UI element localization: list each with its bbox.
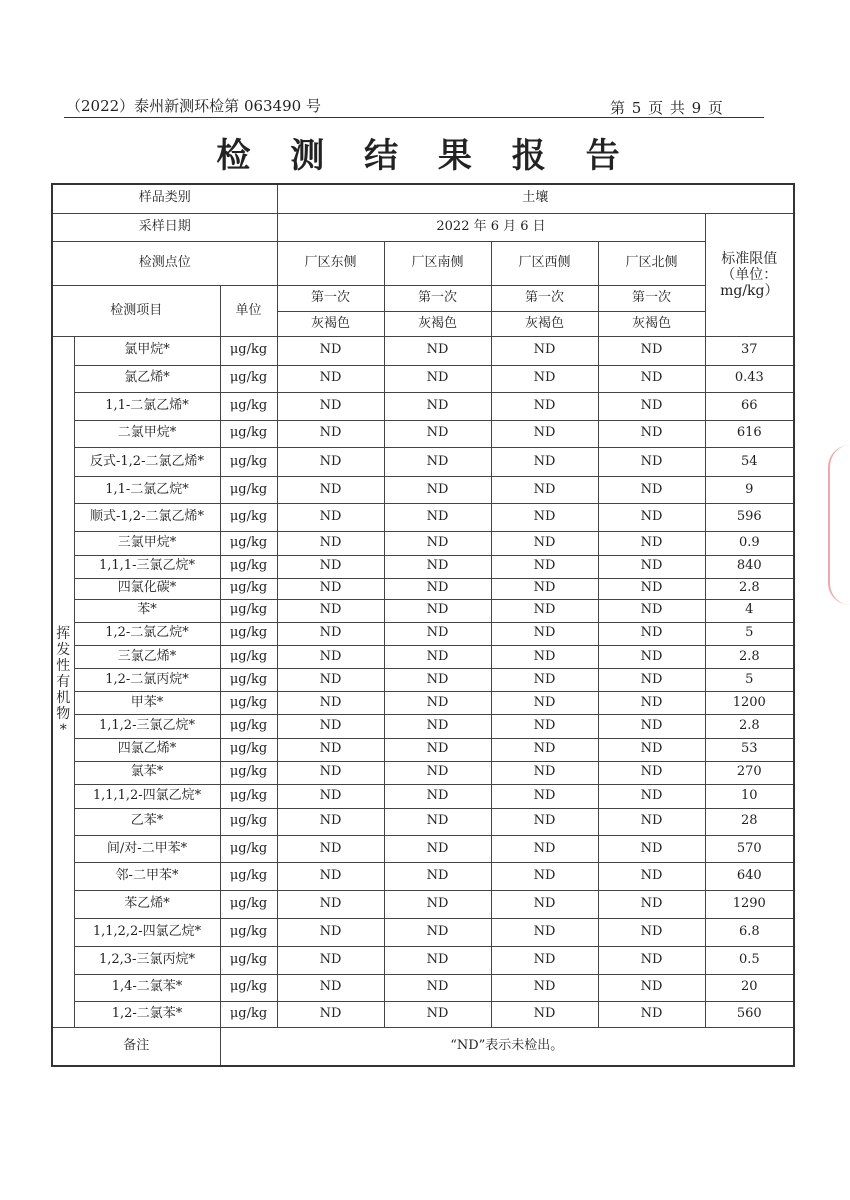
- result-cell: ND: [491, 337, 598, 365]
- item-name: 1,1,1,2-四氯乙烷*: [74, 784, 220, 808]
- table-row: [52, 836, 794, 863]
- remark-value: “ND”表示未检出。: [220, 1028, 794, 1066]
- table-row: [52, 365, 794, 392]
- limit-cell: 570: [705, 836, 794, 863]
- item-name: 顺式-1,2-二氯乙烯*: [74, 504, 220, 532]
- result-cell: ND: [491, 392, 598, 420]
- unit-cell: μg/kg: [220, 646, 277, 669]
- result-cell: ND: [491, 761, 598, 784]
- result-cell: ND: [277, 504, 384, 532]
- standard-limit-line-3: mg/kg）: [720, 283, 779, 300]
- item-name: 三氯甲烷*: [74, 532, 220, 555]
- limit-cell: 2.8: [705, 578, 794, 599]
- result-cell: ND: [384, 447, 491, 476]
- limit-cell: 66: [705, 392, 794, 420]
- remark-row: [52, 1028, 794, 1066]
- sampling-date-label: 采样日期: [52, 213, 277, 241]
- result-cell: ND: [384, 420, 491, 447]
- result-cell: ND: [277, 599, 384, 622]
- result-cell: ND: [384, 646, 491, 669]
- result-cell: ND: [598, 669, 705, 692]
- result-cell: ND: [277, 646, 384, 669]
- report-number: （2022）泰州新测环检第 063490 号: [66, 97, 321, 115]
- table-row: [52, 599, 794, 622]
- table-row: [52, 946, 794, 974]
- item-name: 乙苯*: [74, 808, 220, 835]
- result-cell: ND: [491, 477, 598, 504]
- table-row: [52, 784, 794, 808]
- table-row: [52, 863, 794, 891]
- table-row: [52, 738, 794, 761]
- result-cell: ND: [277, 337, 384, 365]
- result-cell: ND: [384, 555, 491, 578]
- result-cell: ND: [277, 669, 384, 692]
- result-cell: ND: [491, 420, 598, 447]
- item-label: 检测项目: [52, 286, 220, 337]
- unit-cell: μg/kg: [220, 1001, 277, 1027]
- result-cell: ND: [598, 761, 705, 784]
- item-name: 1,4-二氯苯*: [74, 974, 220, 1001]
- item-name: 氯苯*: [74, 761, 220, 784]
- result-cell: ND: [491, 599, 598, 622]
- result-cell: ND: [384, 622, 491, 645]
- result-cell: ND: [598, 555, 705, 578]
- round-1: 第一次: [277, 286, 384, 312]
- result-cell: ND: [491, 669, 598, 692]
- limit-cell: 54: [705, 447, 794, 476]
- category-char: *: [59, 722, 67, 739]
- result-cell: ND: [384, 365, 491, 392]
- unit-cell: μg/kg: [220, 784, 277, 808]
- result-cell: ND: [384, 784, 491, 808]
- unit-cell: μg/kg: [220, 504, 277, 532]
- result-cell: ND: [384, 974, 491, 1001]
- result-cell: ND: [598, 808, 705, 835]
- result-cell: ND: [598, 919, 705, 946]
- limit-cell: 560: [705, 1001, 794, 1027]
- sample-type-label: 样品类别: [52, 184, 277, 213]
- result-cell: ND: [598, 738, 705, 761]
- unit-cell: μg/kg: [220, 365, 277, 392]
- result-cell: ND: [491, 692, 598, 715]
- unit-cell: μg/kg: [220, 974, 277, 1001]
- result-cell: ND: [598, 365, 705, 392]
- result-cell: ND: [384, 863, 491, 891]
- item-name: 四氯化碳*: [74, 578, 220, 599]
- item-name: 1,2-二氯苯*: [74, 1001, 220, 1027]
- table-row: [52, 808, 794, 835]
- result-cell: ND: [491, 646, 598, 669]
- result-cell: ND: [598, 891, 705, 919]
- item-name: 苯乙烯*: [74, 891, 220, 919]
- item-name: 邻-二甲苯*: [74, 863, 220, 891]
- header-rule: [64, 117, 764, 118]
- unit-cell: μg/kg: [220, 692, 277, 715]
- limit-cell: 640: [705, 863, 794, 891]
- item-name: 三氯乙烯*: [74, 646, 220, 669]
- result-cell: ND: [598, 974, 705, 1001]
- unit-cell: μg/kg: [220, 738, 277, 761]
- unit-cell: μg/kg: [220, 891, 277, 919]
- table-row: [52, 477, 794, 504]
- result-cell: ND: [598, 863, 705, 891]
- category-char: 机: [56, 690, 71, 707]
- result-cell: ND: [598, 447, 705, 476]
- result-cell: ND: [491, 808, 598, 835]
- site-row: [52, 241, 794, 285]
- item-name: 间/对-二甲苯*: [74, 836, 220, 863]
- report-title: 检 测 结 果 报 告: [216, 136, 634, 176]
- color-1: 灰褐色: [277, 312, 384, 337]
- category-char: 物: [56, 706, 71, 723]
- result-cell: ND: [384, 761, 491, 784]
- result-cell: ND: [277, 974, 384, 1001]
- limit-cell: 20: [705, 974, 794, 1001]
- unit-cell: μg/kg: [220, 919, 277, 946]
- result-cell: ND: [491, 974, 598, 1001]
- unit-cell: μg/kg: [220, 669, 277, 692]
- table-row: [52, 447, 794, 476]
- item-name: 甲苯*: [74, 692, 220, 715]
- result-cell: ND: [277, 738, 384, 761]
- result-cell: ND: [598, 420, 705, 447]
- result-cell: ND: [277, 946, 384, 974]
- result-cell: ND: [598, 784, 705, 808]
- result-cell: ND: [277, 447, 384, 476]
- result-cell: ND: [491, 891, 598, 919]
- item-name: 1,1-二氯乙烯*: [74, 392, 220, 420]
- limit-cell: 0.5: [705, 946, 794, 974]
- sample-type-value: 土壤: [277, 184, 794, 213]
- unit-cell: μg/kg: [220, 599, 277, 622]
- result-cell: ND: [598, 504, 705, 532]
- category-char: 发: [56, 641, 71, 658]
- result-cell: ND: [384, 477, 491, 504]
- result-cell: ND: [384, 946, 491, 974]
- result-cell: ND: [277, 784, 384, 808]
- result-cell: ND: [277, 622, 384, 645]
- result-cell: ND: [277, 1001, 384, 1027]
- result-cell: ND: [277, 392, 384, 420]
- result-cell: ND: [598, 692, 705, 715]
- result-cell: ND: [384, 392, 491, 420]
- result-cell: ND: [598, 715, 705, 738]
- result-cell: ND: [277, 477, 384, 504]
- result-cell: ND: [598, 646, 705, 669]
- result-cell: ND: [384, 669, 491, 692]
- table-row: [52, 646, 794, 669]
- page-indicator: 第 5 页 共 9 页: [610, 99, 724, 117]
- round-3: 第一次: [491, 286, 598, 312]
- result-cell: ND: [491, 622, 598, 645]
- item-name: 苯*: [74, 599, 220, 622]
- result-cell: ND: [491, 1001, 598, 1027]
- unit-cell: μg/kg: [220, 337, 277, 365]
- round-row: [52, 286, 794, 312]
- table-row: [52, 715, 794, 738]
- unit-cell: μg/kg: [220, 761, 277, 784]
- limit-cell: 0.43: [705, 365, 794, 392]
- result-cell: ND: [598, 599, 705, 622]
- result-cell: ND: [384, 919, 491, 946]
- result-cell: ND: [384, 532, 491, 555]
- standard-limit-line-2: （单位：: [721, 266, 778, 283]
- limit-cell: 6.8: [705, 919, 794, 946]
- limit-cell: 9: [705, 477, 794, 504]
- result-cell: ND: [491, 738, 598, 761]
- limit-cell: 616: [705, 420, 794, 447]
- result-cell: ND: [384, 1001, 491, 1027]
- remark-label: 备注: [52, 1028, 220, 1066]
- table-row: [52, 392, 794, 420]
- round-4: 第一次: [598, 286, 705, 312]
- result-cell: ND: [491, 578, 598, 599]
- result-cell: ND: [491, 555, 598, 578]
- unit-cell: μg/kg: [220, 578, 277, 599]
- result-cell: ND: [491, 532, 598, 555]
- result-cell: ND: [384, 715, 491, 738]
- result-cell: ND: [277, 836, 384, 863]
- result-cell: ND: [598, 532, 705, 555]
- unit-cell: μg/kg: [220, 420, 277, 447]
- result-cell: ND: [384, 808, 491, 835]
- result-cell: ND: [277, 365, 384, 392]
- table-row: [52, 669, 794, 692]
- category-char: 性: [56, 658, 71, 675]
- results-table: [51, 183, 795, 1067]
- result-cell: ND: [598, 578, 705, 599]
- limit-cell: 37: [705, 337, 794, 365]
- result-cell: ND: [491, 504, 598, 532]
- site-east: 厂区东侧: [277, 241, 384, 285]
- item-name: 1,1,2,2-四氯乙烷*: [74, 919, 220, 946]
- result-cell: ND: [277, 715, 384, 738]
- limit-cell: 0.9: [705, 532, 794, 555]
- result-cell: ND: [277, 863, 384, 891]
- unit-cell: μg/kg: [220, 477, 277, 504]
- unit-cell: μg/kg: [220, 808, 277, 835]
- item-name: 氯甲烷*: [74, 337, 220, 365]
- table-row: [52, 578, 794, 599]
- unit-cell: μg/kg: [220, 622, 277, 645]
- table-row: [52, 761, 794, 784]
- limit-cell: 840: [705, 555, 794, 578]
- site-north: 厂区北侧: [598, 241, 705, 285]
- standard-limit-line-1: 标准限值: [721, 250, 778, 267]
- result-cell: ND: [277, 919, 384, 946]
- results-body: [52, 184, 794, 1066]
- result-cell: ND: [384, 504, 491, 532]
- unit-cell: μg/kg: [220, 532, 277, 555]
- result-cell: ND: [598, 946, 705, 974]
- unit-cell: μg/kg: [220, 392, 277, 420]
- unit-cell: μg/kg: [220, 715, 277, 738]
- result-cell: ND: [598, 1001, 705, 1027]
- item-name: 1,2-二氯丙烷*: [74, 669, 220, 692]
- limit-cell: 5: [705, 669, 794, 692]
- result-cell: ND: [491, 365, 598, 392]
- result-cell: ND: [277, 692, 384, 715]
- result-cell: ND: [491, 863, 598, 891]
- result-cell: ND: [277, 532, 384, 555]
- limit-cell: 1290: [705, 891, 794, 919]
- limit-cell: 270: [705, 761, 794, 784]
- site-south: 厂区南侧: [384, 241, 491, 285]
- table-row: [52, 532, 794, 555]
- result-cell: ND: [384, 891, 491, 919]
- limit-cell: 2.8: [705, 646, 794, 669]
- table-row: [52, 504, 794, 532]
- result-cell: ND: [491, 836, 598, 863]
- site-west: 厂区西侧: [491, 241, 598, 285]
- result-cell: ND: [277, 578, 384, 599]
- result-cell: ND: [491, 784, 598, 808]
- unit-label: 单位: [220, 286, 277, 337]
- limit-cell: 2.8: [705, 715, 794, 738]
- sampling-date-value: 2022 年 6 月 6 日: [277, 213, 705, 241]
- table-row: [52, 1001, 794, 1027]
- result-cell: ND: [384, 337, 491, 365]
- seal-mark: [828, 445, 850, 605]
- result-cell: ND: [491, 946, 598, 974]
- table-row: [52, 337, 794, 365]
- color-2: 灰褐色: [384, 312, 491, 337]
- limit-cell: 53: [705, 738, 794, 761]
- sampling-date-row: [52, 213, 794, 241]
- item-name: 1,1,2-三氯乙烷*: [74, 715, 220, 738]
- item-name: 氯乙烯*: [74, 365, 220, 392]
- result-cell: ND: [384, 738, 491, 761]
- unit-cell: μg/kg: [220, 447, 277, 476]
- unit-cell: μg/kg: [220, 946, 277, 974]
- table-row: [52, 622, 794, 645]
- result-cell: ND: [277, 555, 384, 578]
- limit-cell: 10: [705, 784, 794, 808]
- result-cell: ND: [598, 392, 705, 420]
- result-cell: ND: [277, 808, 384, 835]
- item-name: 1,2-二氯乙烷*: [74, 622, 220, 645]
- site-label: 检测点位: [52, 241, 277, 285]
- unit-cell: μg/kg: [220, 863, 277, 891]
- color-3: 灰褐色: [491, 312, 598, 337]
- standard-limit-header: [705, 213, 794, 337]
- table-row: [52, 555, 794, 578]
- category-char: 挥: [56, 625, 71, 642]
- result-cell: ND: [277, 891, 384, 919]
- limit-cell: 1200: [705, 692, 794, 715]
- result-cell: ND: [491, 715, 598, 738]
- result-cell: ND: [384, 836, 491, 863]
- item-name: 二氯甲烷*: [74, 420, 220, 447]
- sample-type-row: [52, 184, 794, 213]
- item-name: 1,1-二氯乙烷*: [74, 477, 220, 504]
- limit-cell: 5: [705, 622, 794, 645]
- result-cell: ND: [491, 919, 598, 946]
- round-2: 第一次: [384, 286, 491, 312]
- item-name: 1,2,3-三氯丙烷*: [74, 946, 220, 974]
- result-cell: ND: [598, 477, 705, 504]
- result-cell: ND: [384, 692, 491, 715]
- result-cell: ND: [384, 578, 491, 599]
- item-name: 反式-1,2-二氯乙烯*: [74, 447, 220, 476]
- result-cell: ND: [277, 420, 384, 447]
- result-cell: ND: [598, 836, 705, 863]
- item-name: 1,1,1-三氯乙烷*: [74, 555, 220, 578]
- unit-cell: μg/kg: [220, 836, 277, 863]
- item-name: 四氯乙烯*: [74, 738, 220, 761]
- result-cell: ND: [491, 447, 598, 476]
- table-row: [52, 919, 794, 946]
- result-cell: ND: [277, 761, 384, 784]
- limit-cell: 28: [705, 808, 794, 835]
- result-cell: ND: [598, 622, 705, 645]
- table-row: [52, 974, 794, 1001]
- color-4: 灰褐色: [598, 312, 705, 337]
- category-char: 有: [56, 674, 71, 691]
- table-row: [52, 891, 794, 919]
- table-row: [52, 420, 794, 447]
- unit-cell: μg/kg: [220, 555, 277, 578]
- limit-cell: 4: [705, 599, 794, 622]
- result-cell: ND: [384, 599, 491, 622]
- result-cell: ND: [598, 337, 705, 365]
- table-row: [52, 692, 794, 715]
- category-cell: [52, 337, 74, 1028]
- limit-cell: 596: [705, 504, 794, 532]
